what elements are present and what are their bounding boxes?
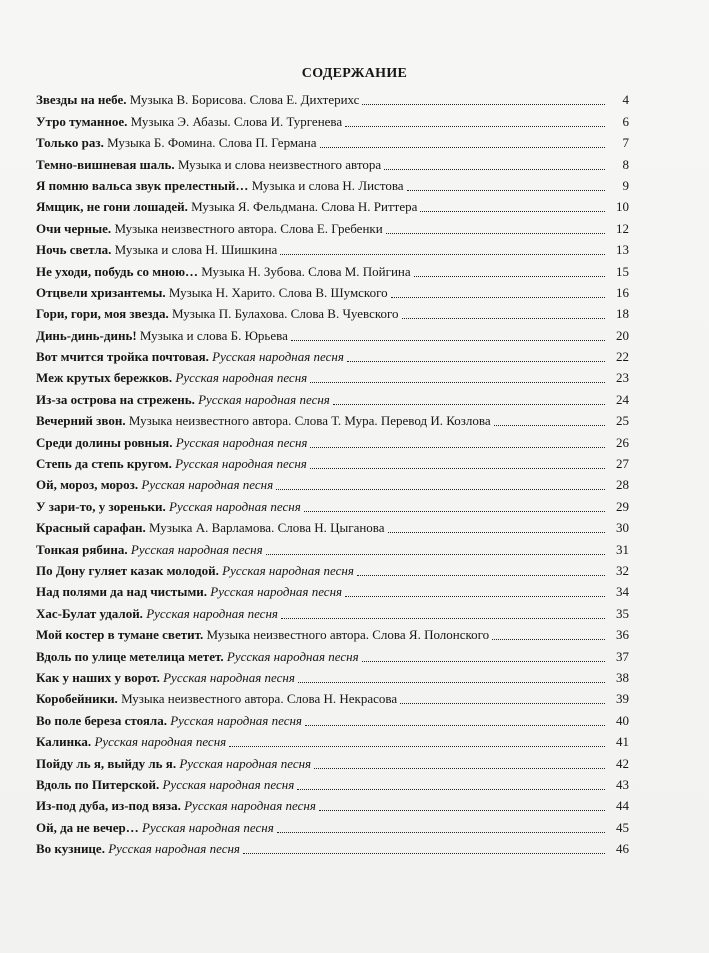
- toc-entry-text: [36, 627, 489, 643]
- page-number: 13: [616, 242, 629, 258]
- song-title: Гори, гори, моя звезда.: [36, 306, 169, 322]
- song-credits: Русская народная песня: [222, 562, 354, 578]
- toc-entry-text: [36, 499, 301, 515]
- song-title: Вот мчится тройка почтовая.: [36, 349, 209, 365]
- toc-entry-text: [36, 349, 344, 365]
- dot-leader: [494, 425, 605, 426]
- dot-leader: [391, 297, 605, 298]
- page-number: 24: [616, 391, 629, 407]
- toc-entry-text: [36, 798, 316, 814]
- song-credits: Русская народная песня: [184, 798, 316, 814]
- song-title: У зари-то, у зореньки.: [36, 498, 166, 514]
- toc-entry: [36, 558, 629, 579]
- page-number: 44: [616, 798, 629, 814]
- page-number: 18: [616, 306, 629, 322]
- dot-leader: [357, 575, 605, 576]
- dot-leader: [297, 789, 605, 790]
- song-title: Ой, мороз, мороз.: [36, 477, 139, 493]
- song-title: Утро туманное.: [36, 113, 128, 129]
- song-title: Очи черные.: [36, 220, 112, 236]
- song-title: Вдоль по улице метелица метет.: [36, 648, 224, 664]
- toc-entry-text: [36, 114, 342, 130]
- toc-entry: [36, 237, 629, 258]
- toc-entry-text: [36, 520, 385, 536]
- song-credits: Музыка Э. Абазы. Слова И. Тургенева: [130, 113, 343, 129]
- song-title: Мой костер в тумане светит.: [36, 627, 204, 643]
- song-title: Во поле береза стояла.: [36, 712, 167, 728]
- toc-entry: [36, 194, 629, 215]
- song-title: Отцвели хризантемы.: [36, 284, 166, 300]
- toc-entry: [36, 280, 629, 301]
- song-credits: Русская народная песня: [163, 669, 295, 685]
- song-credits: Музыка В. Борисова. Слова Е. Дихтерихс: [129, 92, 360, 108]
- dot-leader: [414, 276, 605, 277]
- toc-entry-text: [36, 221, 383, 237]
- toc-entry-text: [36, 92, 359, 108]
- toc-entry-text: [36, 285, 388, 301]
- toc-entry: [36, 793, 629, 814]
- page-number: 46: [616, 841, 629, 857]
- song-credits: Русская народная песня: [179, 755, 312, 771]
- song-credits: Русская народная песня: [130, 541, 263, 557]
- page-number: 42: [616, 755, 629, 771]
- song-title: Темно-вишневая шаль.: [36, 156, 175, 172]
- page-number: 12: [616, 220, 629, 236]
- song-credits: Музыка Н. Харито. Слова В. Шумского: [168, 284, 388, 300]
- song-credits: Музыка Б. Фомина. Слова П. Германа: [107, 135, 317, 151]
- song-title: По Дону гуляет казак молодой.: [36, 562, 219, 578]
- page-number: 16: [616, 284, 629, 300]
- toc-entry-text: [36, 691, 397, 707]
- page-number: 34: [616, 584, 629, 600]
- song-credits: Музыка А. Варламова. Слова Н. Цыганова: [148, 520, 385, 536]
- song-credits: Музыка Я. Фельдмана. Слова Н. Риттера: [191, 199, 418, 215]
- toc-entry: [36, 665, 629, 686]
- song-credits: Музыка неизвестного автора. Слова Е. Гребенки: [114, 220, 383, 236]
- song-title: Пойду ль я, выйду ль я.: [36, 755, 177, 771]
- page-number: 37: [616, 648, 629, 664]
- song-title: Я помню вальса звук прелестный…: [36, 177, 249, 193]
- dot-leader: [310, 468, 605, 469]
- toc-entry-text: [36, 157, 381, 173]
- toc-entry: [36, 836, 629, 857]
- page-number: 41: [616, 734, 629, 750]
- dot-leader: [229, 746, 605, 747]
- song-title: Вечерний звон.: [36, 413, 126, 429]
- toc-entry-text: [36, 820, 274, 836]
- toc-entry-text: [36, 606, 278, 622]
- song-title: Звезды на небе.: [36, 92, 127, 108]
- song-credits: Музыка и слова Н. Шишкина: [114, 242, 278, 258]
- song-title: Только раз.: [36, 135, 104, 151]
- page-number: 36: [616, 627, 629, 643]
- toc-entry-text: [36, 435, 307, 451]
- page-number: 26: [616, 434, 629, 450]
- page-number: 35: [616, 605, 629, 621]
- dot-leader: [320, 147, 605, 148]
- toc-entry: [36, 643, 629, 664]
- dot-leader: [304, 511, 605, 512]
- song-title: Над полями да над чистыми.: [36, 584, 208, 600]
- song-title: Как у наших у ворот.: [36, 669, 160, 685]
- toc-entry: [36, 707, 629, 728]
- toc-entry: [36, 472, 629, 493]
- song-title: Красный сарафан.: [36, 520, 146, 536]
- toc-entry-text: [36, 734, 226, 750]
- toc-entry: [36, 622, 629, 643]
- song-title: Динь-динь-динь!: [36, 327, 137, 343]
- song-credits: Русская народная песня: [226, 648, 359, 664]
- toc-entry: [36, 87, 629, 108]
- toc-entry-text: [36, 199, 417, 215]
- song-credits: Музыка неизвестного автора. Слова Н. Некрасова: [121, 691, 398, 707]
- page-number: 27: [616, 456, 629, 472]
- page-number: 20: [616, 327, 629, 343]
- toc-entry: [36, 408, 629, 429]
- song-credits: Русская народная песня: [175, 370, 308, 386]
- toc-entry: [36, 600, 629, 621]
- toc-entry: [36, 130, 629, 151]
- page-number: 7: [622, 135, 629, 151]
- toc-entry-text: [36, 392, 330, 408]
- song-credits: Русская народная песня: [210, 584, 343, 600]
- toc-entry-text: [36, 178, 404, 194]
- page-number: 30: [616, 520, 629, 536]
- toc-entry-text: [36, 413, 491, 429]
- page-number: 31: [616, 541, 629, 557]
- dot-leader: [362, 104, 605, 105]
- song-title: Вдоль по Питерской.: [36, 776, 160, 792]
- page-number: 32: [616, 562, 629, 578]
- song-title: Ямщик, не гони лошадей.: [36, 199, 188, 215]
- dot-leader: [347, 361, 605, 362]
- toc-entry: [36, 215, 629, 236]
- page-number: 28: [616, 477, 629, 493]
- song-credits: Русская народная песня: [169, 498, 301, 514]
- song-credits: Музыка и слова неизвестного автора: [177, 156, 382, 172]
- toc-entry-text: [36, 777, 294, 793]
- song-credits: Русская народная песня: [108, 841, 240, 857]
- song-credits: Музыка неизвестного автора. Слова Я. Полонского: [206, 627, 490, 643]
- dot-leader: [420, 211, 605, 212]
- toc-entry-text: [36, 328, 288, 344]
- song-title: Во кузнице.: [36, 841, 105, 857]
- page-number: 40: [616, 712, 629, 728]
- toc-entry-text: [36, 841, 240, 857]
- song-credits: Русская народная песня: [175, 434, 308, 450]
- song-credits: Русская народная песня: [212, 349, 344, 365]
- song-credits: Русская народная песня: [162, 776, 295, 792]
- toc-entry-text: [36, 713, 302, 729]
- page-number: 29: [616, 498, 629, 514]
- dot-leader: [310, 382, 605, 383]
- dot-leader: [276, 489, 605, 490]
- song-credits: Музыка и слова Б. Юрьева: [139, 327, 288, 343]
- toc-entry: [36, 365, 629, 386]
- song-title: Ой, да не вечер…: [36, 819, 139, 835]
- page-number: 39: [616, 691, 629, 707]
- dot-leader: [492, 639, 605, 640]
- toc-entry: [36, 429, 629, 450]
- page-number: 8: [622, 156, 629, 172]
- dot-leader: [333, 404, 605, 405]
- song-title: Коробейники.: [36, 691, 118, 707]
- dot-leader: [277, 832, 605, 833]
- song-title: Не уходи, побудь со мною…: [36, 263, 199, 279]
- toc-entry: [36, 536, 629, 557]
- song-title: Калинка.: [36, 734, 92, 750]
- page-number: 25: [616, 413, 629, 429]
- toc-entry-text: [36, 477, 273, 493]
- toc-entry-text: [36, 649, 359, 665]
- song-credits: Русская народная песня: [170, 712, 302, 728]
- dot-leader: [400, 703, 605, 704]
- dot-leader: [281, 618, 605, 619]
- toc-entry: [36, 750, 629, 771]
- toc-entry: [36, 814, 629, 835]
- toc-entry-text: [36, 306, 399, 322]
- toc-entry: [36, 173, 629, 194]
- song-credits: Русская народная песня: [142, 819, 274, 835]
- toc-entry: [36, 301, 629, 322]
- dot-leader: [362, 661, 605, 662]
- dot-leader: [384, 169, 605, 170]
- page-number: 45: [616, 819, 629, 835]
- song-title: Из-за острова на стрежень.: [36, 391, 195, 407]
- toc-entry: [36, 258, 629, 279]
- page-number: 15: [616, 263, 629, 279]
- toc-entry: [36, 729, 629, 750]
- toc-entry: [36, 344, 629, 365]
- toc-entry: [36, 322, 629, 343]
- dot-leader: [310, 447, 605, 448]
- dot-leader: [388, 532, 605, 533]
- page-number: 23: [616, 370, 629, 386]
- page-title: СОДЕРЖАНИЕ: [301, 66, 408, 81]
- song-credits: Русская народная песня: [94, 734, 227, 750]
- toc-entry-text: [36, 563, 354, 579]
- toc-entry: [36, 579, 629, 600]
- song-title: Среди долины ровныя.: [36, 434, 173, 450]
- dot-leader: [345, 596, 605, 597]
- toc-entry: [36, 151, 629, 172]
- toc-entry-text: [36, 584, 342, 600]
- toc-entry-text: [36, 456, 307, 472]
- song-credits: Русская народная песня: [141, 477, 274, 493]
- page-number: 9: [622, 177, 629, 193]
- song-credits: Русская народная песня: [175, 456, 307, 472]
- toc-entry: [36, 493, 629, 514]
- toc-entry-text: [36, 542, 263, 558]
- song-credits: Русская народная песня: [198, 391, 330, 407]
- dot-leader: [407, 190, 605, 191]
- song-credits: Музыка неизвестного автора. Слова Т. Мура. Перевод И. Козлова: [128, 413, 491, 429]
- toc-entry-text: [36, 242, 277, 258]
- song-title: Ночь светла.: [36, 242, 112, 258]
- dot-leader: [402, 318, 605, 319]
- toc-entry-text: [36, 370, 307, 386]
- dot-leader: [319, 810, 605, 811]
- song-credits: Музыка Н. Зубова. Слова М. Пойгина: [201, 263, 411, 279]
- page-number: 4: [622, 92, 629, 108]
- toc-entry: [36, 515, 629, 536]
- song-title: Меж крутых бережков.: [36, 370, 173, 386]
- page-number: 10: [616, 199, 629, 215]
- song-credits: Музыка и слова Н. Листова: [251, 177, 404, 193]
- dot-leader: [305, 725, 605, 726]
- song-title: Тонкая рябина.: [36, 541, 128, 557]
- dot-leader: [291, 340, 605, 341]
- page-number: 38: [616, 669, 629, 685]
- dot-leader: [298, 682, 605, 683]
- toc-entry: [36, 108, 629, 129]
- page-number: 22: [616, 349, 629, 365]
- dot-leader: [280, 254, 605, 255]
- dot-leader: [345, 126, 605, 127]
- toc-entry: [36, 686, 629, 707]
- song-title: Из-под дуба, из-под вяза.: [36, 798, 181, 814]
- toc-entry: [36, 386, 629, 407]
- song-credits: Русская народная песня: [146, 605, 278, 621]
- song-credits: Музыка П. Булахова. Слова В. Чуевского: [171, 306, 399, 322]
- toc-entry: [36, 451, 629, 472]
- toc-entry: [36, 772, 629, 793]
- table-of-contents: [36, 87, 629, 857]
- toc-entry-text: [36, 135, 317, 151]
- song-title: Хас-Булат удалой.: [36, 605, 143, 621]
- toc-entry-text: [36, 756, 311, 772]
- dot-leader: [243, 853, 605, 854]
- song-title: Степь да степь кругом.: [36, 456, 172, 472]
- toc-entry-text: [36, 264, 411, 280]
- page-number: 43: [616, 776, 629, 792]
- toc-entry-text: [36, 670, 295, 686]
- dot-leader: [314, 768, 605, 769]
- dot-leader: [266, 554, 605, 555]
- page-number: 6: [622, 113, 629, 129]
- dot-leader: [386, 233, 605, 234]
